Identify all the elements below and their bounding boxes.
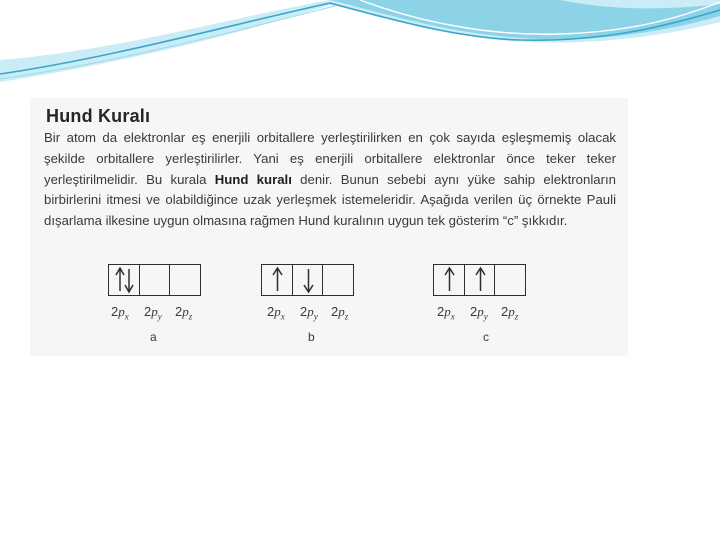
orbital-box-a bbox=[108, 264, 201, 296]
option-letter-b: b bbox=[308, 330, 315, 344]
electron-spin-up-icon bbox=[273, 268, 282, 291]
orbital-labels-a bbox=[111, 304, 211, 324]
orbital-label: $2p_y$ bbox=[300, 304, 318, 322]
orbital-cell-b-3 bbox=[323, 265, 354, 297]
orbital-label: $2p_y$ bbox=[470, 304, 488, 322]
orbital-cell-c-3 bbox=[495, 265, 526, 297]
electron-spin-up-icon bbox=[445, 268, 454, 291]
orbital-cell-a-2 bbox=[140, 265, 171, 297]
orbital-label: $2p_x$ bbox=[267, 304, 285, 322]
paragraph-bold-term: Hund kuralı bbox=[214, 171, 292, 187]
orbital-labels-c bbox=[437, 304, 537, 324]
option-letter-c: c bbox=[483, 330, 489, 344]
orbital-cell-c-1 bbox=[434, 265, 465, 297]
orbital-label: $2p_y$ bbox=[144, 304, 162, 322]
orbital-cell-b-2 bbox=[293, 265, 324, 297]
orbital-box-c bbox=[433, 264, 526, 296]
orbital-cell-c-2 bbox=[465, 265, 496, 297]
body-paragraph bbox=[44, 128, 616, 232]
orbital-label: $2p_z$ bbox=[175, 304, 193, 322]
orbital-label: $2p_z$ bbox=[331, 304, 349, 322]
orbital-label: $2p_x$ bbox=[437, 304, 455, 322]
header-wave-decoration bbox=[0, 0, 720, 95]
orbital-label: $2p_z$ bbox=[501, 304, 519, 322]
paragraph-text-part-2: denir. Bunun sebebi aynı yüke sahip elektronların birbirlerini itmesi ve olabildiğince uzak yerleşmek istemeleridir. Aşağıda verilen üç örnekte Pauli dışarlama ilkesine uygun olmasına rağmen Hund kuralının uygun tek gösterim “c” şıkkıdır. bbox=[44, 171, 616, 229]
document-panel bbox=[30, 98, 628, 356]
orbital-box-b bbox=[261, 264, 354, 296]
option-letter-a: a bbox=[150, 330, 157, 344]
electron-spin-down-icon bbox=[125, 269, 133, 292]
paragraph-text-part-1: Bir atom da elektronlar eş enerjili orbitallere yerleştirilirken en çok sayıda eşleşmemiş olacak şekilde orbitallere yerleştirilirler. Yani eş enerjili orbitallere elektronlar önce teker teker yerleştirilmelidir. Bu kurala bbox=[44, 130, 616, 187]
orbital-cell-b-1 bbox=[262, 265, 293, 297]
electron-spin-down-icon bbox=[304, 269, 313, 292]
orbital-cell-a-3 bbox=[170, 265, 201, 297]
orbital-label: $2p_x$ bbox=[111, 304, 129, 322]
page-title: Hund Kuralı bbox=[46, 106, 151, 126]
electron-spin-up-icon bbox=[116, 268, 124, 291]
orbital-labels-b bbox=[267, 304, 367, 324]
orbital-cell-a-1 bbox=[109, 265, 140, 297]
electron-spin-up-icon bbox=[476, 268, 485, 291]
